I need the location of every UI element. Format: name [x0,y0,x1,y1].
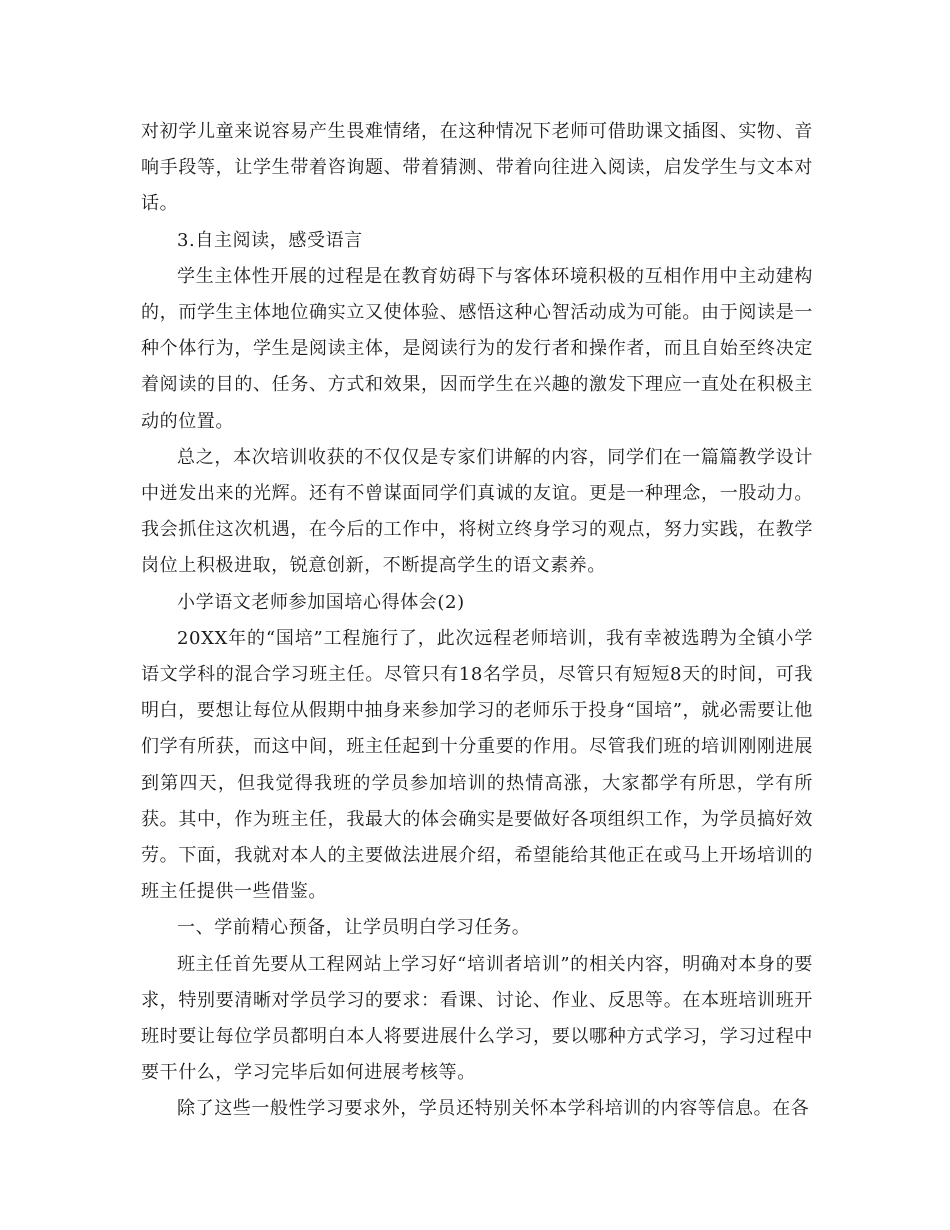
paragraph-4: 20XX年的“国培”工程施行了，此次远程老师培训，我有幸被选聘为全镇小学语文学科的混合学习班主任。尽管只有18名学员，尽管只有短短8天的时间，可我明白，要想让每位从假期中抽身来参加学习的老师乐于投身“国培”，就必需要让他们学有所获，而这中间，班主任起到十分重要的作用。尽管我们班的培训刚刚进展到第四天，但我觉得我班的学员参加培训的热情高涨，大家都学有所思，学有所获。其中，作为班主任，我最大的体会确实是要做好各项组织工作，为学员搞好效劳。下面，我就对本人的主要做法进展介绍，希望能给其他正在或马上开场培训的班主任提供一些借鉴。 [141,627,813,903]
paragraph-5: 班主任首先要从工程网站上学习好“培训者培训”的相关内容，明确对本身的要求，特别要清晰对学员学习的要求：看课、讨论、作业、反思等。在本班培训班开班时要让每位学员都明白本人将要进展什么学习，要以哪种方式学习，学习过程中要干什么，学习完毕后如何进展考核等。 [141,953,813,1084]
document-page [141,114,813,1128]
paragraph-1: 对初学儿童来说容易产生畏难情绪，在这种情况下老师可借助课文插图、实物、音响手段等，让学生带着咨询题、带着猜测、带着向往进入阅读，启发学生与文本对话。 [141,121,813,215]
article-title-2: 小学语文老师参加国培心得体会(2) [177,591,465,613]
section-heading-self-reading: 3.自主阅读，感受语言 [177,229,363,251]
section-heading-preparation: 一、学前精心预备，让学员明白学习任务。 [177,917,531,939]
paragraph-3: 总之，本次培训收获的不仅仅是专家们讲解的内容，同学们在一篇篇教学设计中迸发出来的光辉。还有不曾谋面同学们真诚的友谊。更是一种理念，一股动力。我会抓住这次机遇，在今后的工作中，将树立终身学习的观点，努力实践，在教学岗位上积极进取，锐意创新，不断提高学生的语文素养。 [141,446,813,577]
paragraph-2: 学生主体性开展的过程是在教育妨碍下与客体环境积极的互相作用中主动建构的，而学生主体地位确实立又使体验、感悟这种心智活动成为可能。由于阅读是一种个体行为，学生是阅读主体，是阅读行为的发行者和操作者，而且自始至终决定着阅读的目的、任务、方式和效果，因而学生在兴趣的激发下理应一直处在积极主动的位置。 [141,265,813,432]
paragraph-6: 除了这些一般性学习要求外，学员还特别关怀本学科培训的内容等信息。在各 [177,1098,810,1120]
